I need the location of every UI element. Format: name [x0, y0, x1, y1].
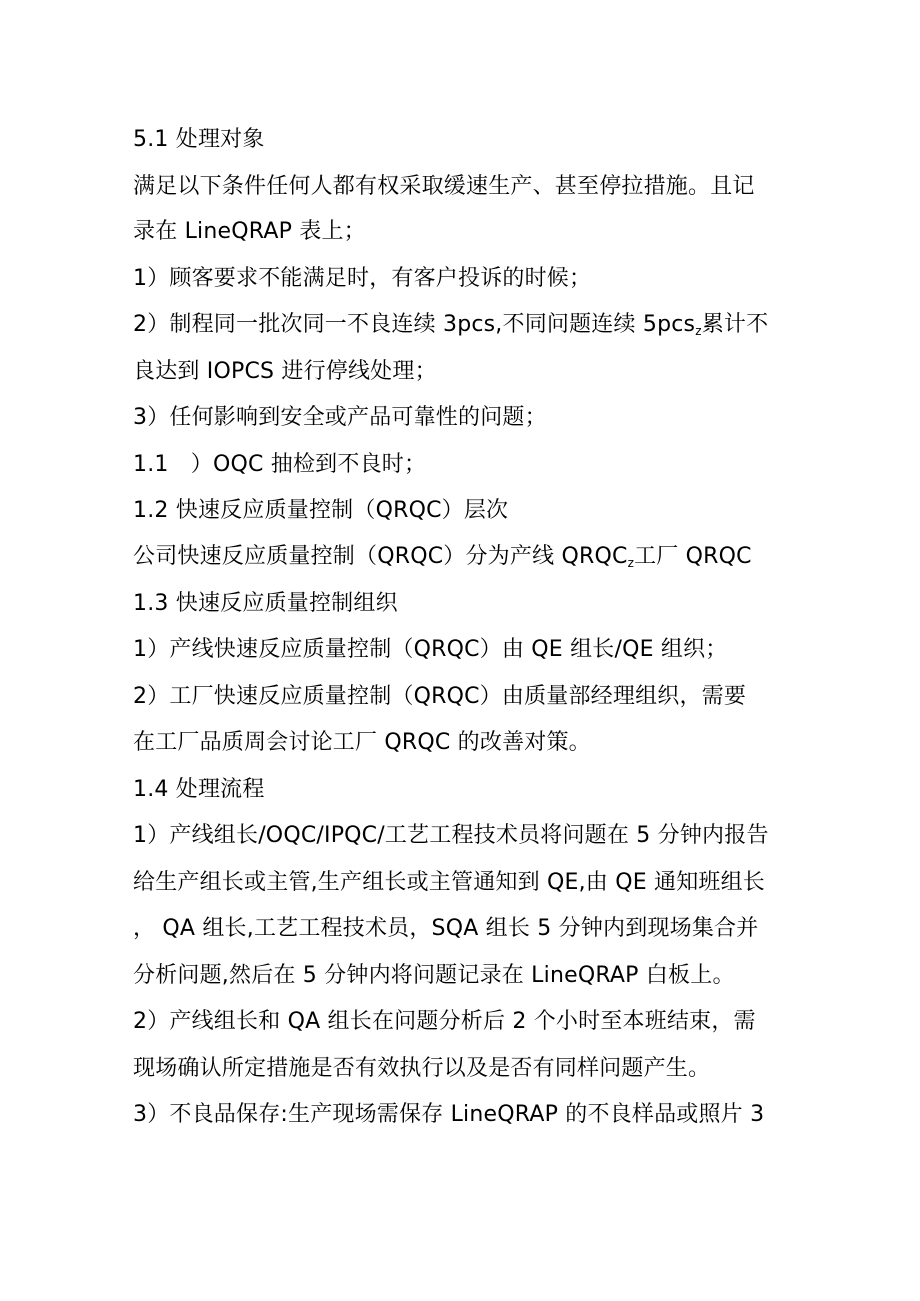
line-text: 2）制程同一批次同一不良连续 3pcs,不同问题连续 5pcs [133, 312, 696, 337]
heading-1-4: 1.4 处理流程 [133, 777, 265, 802]
list-item-line [133, 310, 768, 346]
heading-1-2: 1.2 快速反应质量控制（QRQC）层次 [133, 498, 509, 523]
list-item-line: 1）顾客要求不能满足时，有客户投诉的时候； [133, 266, 592, 291]
subscript-text: z [695, 324, 702, 338]
paragraph-line: 满足以下条件任何人都有权采取缓速生产、甚至停拉措施。且记 [133, 174, 755, 199]
list-item-line: 1）产线快速反应质量控制（QRQC）由 QE 组长/QE 组织； [133, 637, 728, 662]
heading-1-3: 1.3 快速反应质量控制组织 [133, 591, 398, 616]
section-line: 1.1 ）OQC 抽检到不良时； [133, 452, 427, 477]
list-item-line: 给生产组长或主管,生产组长或主管通知到 QE,由 QE 通知班组长 [133, 870, 766, 895]
heading-5-1: 5.1 处理对象 [133, 127, 265, 152]
list-item-line: 分析问题,然后在 5 分钟内将问题记录在 LineQRAP 白板上。 [133, 963, 735, 988]
line-text: 累计不 [701, 312, 769, 337]
list-item-line: 3）任何影响到安全或产品可靠性的问题； [133, 405, 547, 430]
paragraph-line: 录在 LineQRAP 表上； [133, 219, 366, 244]
list-item-line: 2）产线组长和 QA 组长在问题分析后 2 个小时至本班结束，需 [133, 1009, 756, 1034]
line-text: 工厂 QRQC [634, 544, 752, 569]
list-item-line: 3）不良品保存:生产现场需保存 LineQRAP 的不良样品或照片 3 [133, 1102, 765, 1127]
list-item-line: 良达到 IOPCS 进行停线处理； [133, 359, 437, 384]
list-item-line: 在工厂品质周会讨论工厂 QRQC 的改善对策。 [133, 730, 591, 755]
list-item-line: 1）产线组长/OQC/IPQC/工艺工程技术员将问题在 5 分钟内报告 [133, 823, 769, 848]
list-item-line: 2）工厂快速反应质量控制（QRQC）由质量部经理组织，需要 [133, 684, 747, 709]
list-item-line: ， QA 组长,工艺工程技术员，SQA 组长 5 分钟内到现场集合并 [133, 916, 759, 941]
line-text: 公司快速反应质量控制（QRQC）分为产线 QRQC [133, 544, 628, 569]
list-item-line: 现场确认所定措施是否有效执行以及是否有同样问题产生。 [133, 1056, 711, 1081]
subscript-text: z [627, 556, 635, 570]
paragraph-line [133, 542, 752, 578]
